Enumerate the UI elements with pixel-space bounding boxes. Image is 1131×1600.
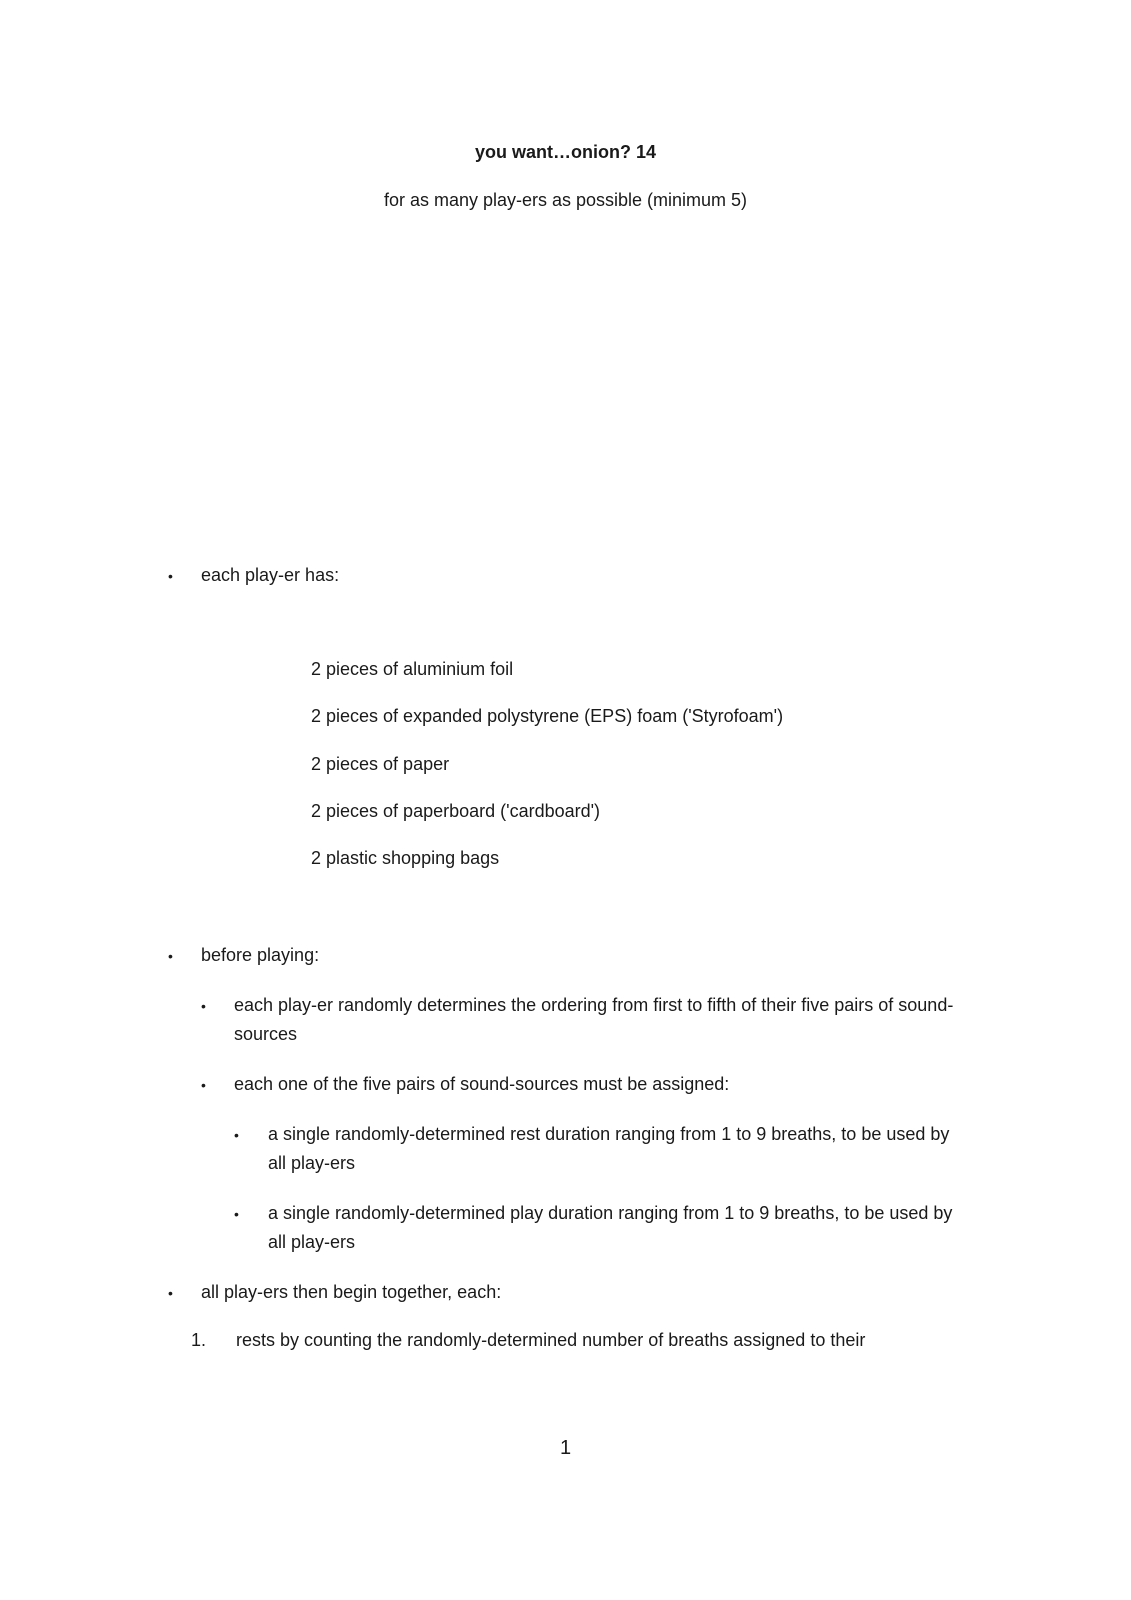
before-item-assign: each one of the five pairs of sound-sources must be assigned: [234,1074,730,1094]
bullet-icon: • [201,1077,206,1093]
sub-item-play-duration: a single randomly-determined play duration ranging from 1 to 9 breaths, to be used by all play-ers [268,1203,953,1252]
document-title: you want…onion? 14 [474,142,656,162]
bullet-icon: • [168,1285,173,1301]
step-number: 1. [191,1330,207,1350]
document-subtitle: for as many play-ers as possible (minimum 5) [383,190,748,210]
material-item: 2 pieces of paper [311,754,450,774]
step-text: rests by counting the randomly-determined number of breaths assigned to their [236,1330,866,1350]
section-label-has: each play-er has: [201,565,340,585]
material-item: 2 pieces of paperboard ('cardboard') [311,801,601,821]
section-label-before: before playing: [201,945,320,965]
bullet-icon: • [234,1206,239,1222]
section-label-begin: all play-ers then begin together, each: [201,1282,502,1302]
material-item: 2 plastic shopping bags [311,848,500,868]
page-number: 1 [559,1437,572,1459]
before-item-ordering: each play-er randomly determines the ordering from first to fifth of their five pairs of sound-sources [234,995,954,1044]
bullet-icon: • [168,568,173,584]
bullet-icon: • [201,998,206,1014]
material-item: 2 pieces of aluminium foil [311,659,514,679]
bullet-icon: • [234,1127,239,1143]
sub-item-rest-duration: a single randomly-determined rest duration ranging from 1 to 9 breaths, to be used by all play-ers [268,1124,950,1173]
material-item: 2 pieces of expanded polystyrene (EPS) foam ('Styrofoam') [311,706,784,726]
bullet-icon: • [168,948,173,964]
